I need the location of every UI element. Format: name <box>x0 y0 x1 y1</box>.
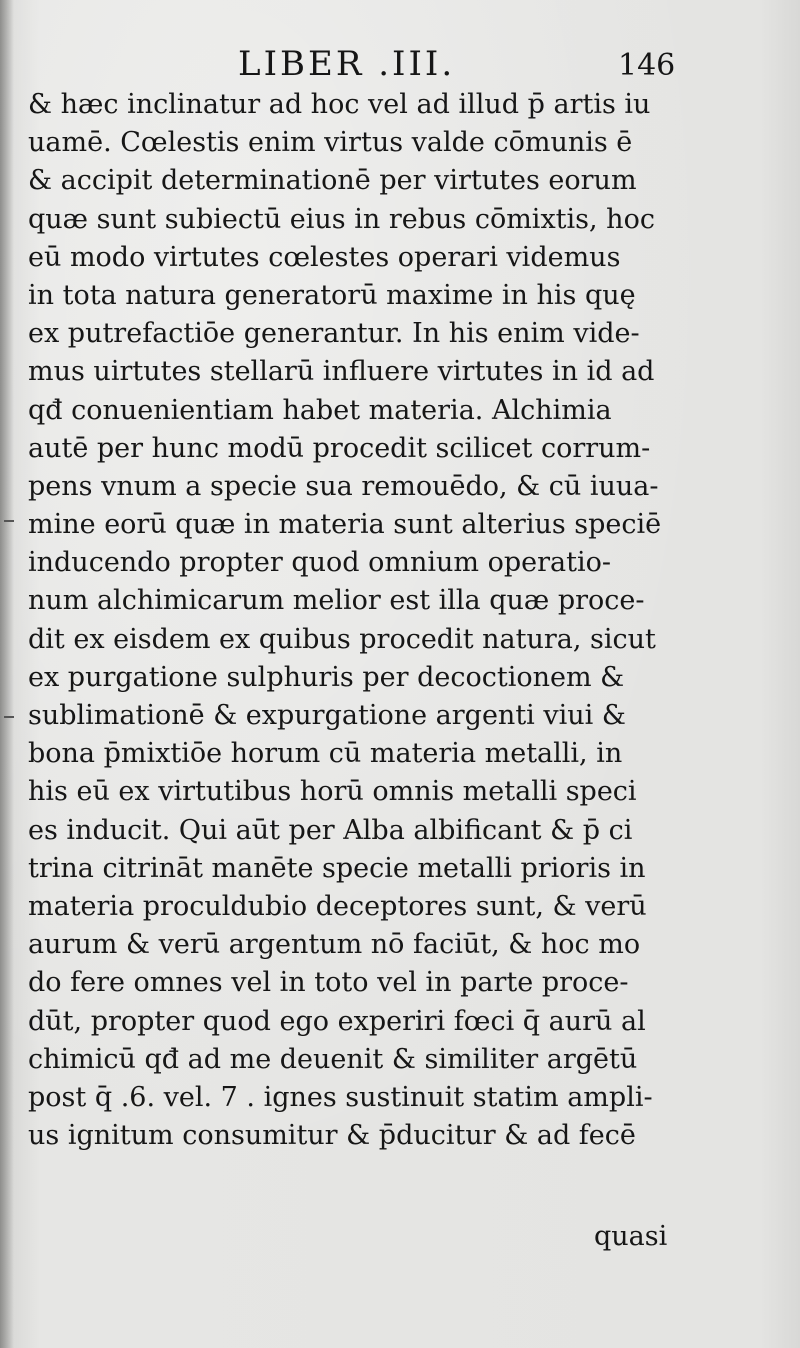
text-line: ex putrefactiōe generantur. In his enim vide- <box>28 318 640 350</box>
text-line: pens vnum a specie sua remouēdo, & cū iuua- <box>28 470 659 502</box>
text-line: es inducit. Qui aūt per Alba albificant & p̄ ci <box>28 814 633 846</box>
text-line: materia proculdubio deceptores sunt, & verū <box>28 890 647 922</box>
binding-shadow <box>0 0 14 1348</box>
body-text <box>28 86 688 1155</box>
text-line: inducendo propter quod omnium operatio- <box>28 547 611 579</box>
text-line: post q̄ .6. vel. 7 . ignes sustinuit statim ampli- <box>28 1081 653 1113</box>
margin-mark <box>4 716 14 718</box>
text-line: bona p̄mixtiōe horum cū materia metalli, in <box>28 738 623 770</box>
margin-mark <box>4 520 14 522</box>
text-line: trina citrināt manēte specie metalli prioris in <box>28 852 646 884</box>
text-line: chimicū qđ ad me deuenit & similiter argētū <box>28 1043 638 1075</box>
running-head: LIBER .III. <box>238 44 456 84</box>
text-line: eū modo virtutes cœlestes operari videmus <box>28 241 621 273</box>
text-line: us ignitum consumitur & p̄ducitur & ad fecē <box>28 1120 636 1152</box>
text-line: & hæc inclinatur ad hoc vel ad illud p̄ artis iu <box>28 89 651 120</box>
folio-number: 146 <box>618 48 676 83</box>
text-line: sublimationē & expurgatione argenti viui & <box>28 700 626 731</box>
text-line: ex purgatione sulphuris per decoctionem & <box>28 661 625 693</box>
text-line: his eū ex virtutibus horū omnis metalli speci <box>28 776 637 808</box>
text-line: mine eorū quæ in materia sunt alterius speciē <box>28 509 662 541</box>
text-line: qđ conuenientiam habet materia. Alchimia <box>28 394 612 426</box>
text-line: & accipit determinationē per virtutes eorum <box>28 165 637 197</box>
text-line: quæ sunt subiectū eius in rebus cōmixtis, hoc <box>28 203 655 235</box>
text-line: num alchimicarum melior est illa quæ proce- <box>28 585 645 617</box>
text-line: dit ex eisdem ex quibus procedit natura, sicut <box>28 623 656 655</box>
text-line: aurum & verū argentum nō faciūt, & hoc mo <box>28 929 641 961</box>
text-line: uamē. Cœlestis enim virtus valde cōmunis ē <box>28 127 633 159</box>
text-line: do fere omnes vel in toto vel in parte proce- <box>28 967 629 999</box>
text-line: in tota natura generatorū maxime in his quę <box>28 279 636 311</box>
catchword: quasi <box>594 1221 668 1252</box>
page-header <box>0 42 800 86</box>
text-line: autē per hunc modū procedit scilicet corrum- <box>28 432 651 464</box>
text-line: mus uirtutes stellarū influere virtutes in id ad <box>28 356 655 388</box>
text-line: dūt, propter quod ego experiri fœci q̄ aurū al <box>28 1005 646 1037</box>
